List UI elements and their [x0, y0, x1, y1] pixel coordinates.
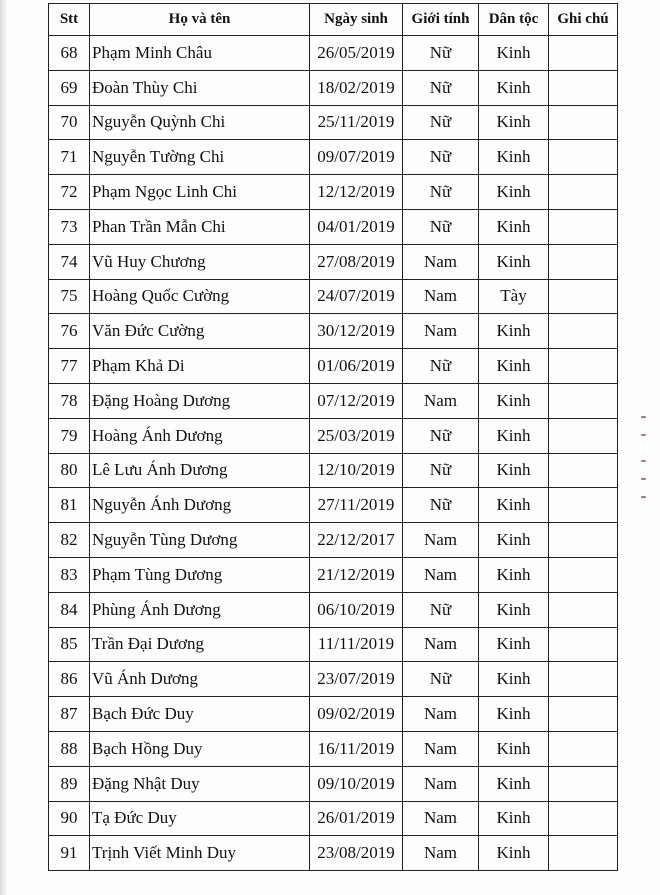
cell-name: Phan Trần Mẫn Chi: [90, 209, 310, 244]
cell-gender: Nam: [403, 383, 479, 418]
cell-stt: 89: [49, 766, 90, 801]
cell-note: [549, 175, 618, 210]
header-name: Họ và tên: [90, 4, 310, 36]
cell-note: [549, 244, 618, 279]
cell-gender: Nữ: [403, 70, 479, 105]
cell-dob: 21/12/2019: [310, 557, 403, 592]
cell-stt: 68: [49, 36, 90, 71]
cell-name: Nguyễn Quỳnh Chi: [90, 105, 310, 140]
cell-ethnicity: Kinh: [479, 766, 549, 801]
cell-gender: Nữ: [403, 140, 479, 175]
cell-gender: Nữ: [403, 36, 479, 71]
cell-dob: 26/05/2019: [310, 36, 403, 71]
cell-name: Vũ Huy Chương: [90, 244, 310, 279]
cell-name: Bạch Hồng Duy: [90, 731, 310, 766]
cell-ethnicity: Kinh: [479, 36, 549, 71]
cell-dob: 04/01/2019: [310, 209, 403, 244]
cell-dob: 16/11/2019: [310, 731, 403, 766]
cell-gender: Nữ: [403, 418, 479, 453]
cell-dob: 27/11/2019: [310, 488, 403, 523]
stamp-mark: [641, 434, 646, 436]
stamp-mark: [641, 478, 646, 480]
cell-ethnicity: Kinh: [479, 731, 549, 766]
cell-name: Trần Đại Dương: [90, 627, 310, 662]
header-ethnicity: Dân tộc: [479, 4, 549, 36]
cell-stt: 78: [49, 383, 90, 418]
table-header: [49, 4, 618, 36]
cell-name: Đặng Nhật Duy: [90, 766, 310, 801]
table-row: [49, 175, 618, 210]
cell-stt: 87: [49, 697, 90, 732]
cell-name: Phạm Tùng Dương: [90, 557, 310, 592]
cell-note: [549, 697, 618, 732]
cell-ethnicity: Kinh: [479, 662, 549, 697]
cell-gender: Nữ: [403, 453, 479, 488]
cell-gender: Nam: [403, 314, 479, 349]
cell-dob: 09/10/2019: [310, 766, 403, 801]
table-row: [49, 523, 618, 558]
table-row: [49, 453, 618, 488]
cell-note: [549, 140, 618, 175]
cell-dob: 18/02/2019: [310, 70, 403, 105]
cell-ethnicity: Kinh: [479, 488, 549, 523]
table-row: [49, 105, 618, 140]
table-row: [49, 557, 618, 592]
cell-gender: Nữ: [403, 592, 479, 627]
cell-stt: 79: [49, 418, 90, 453]
cell-ethnicity: Kinh: [479, 627, 549, 662]
cell-dob: 09/07/2019: [310, 140, 403, 175]
cell-stt: 74: [49, 244, 90, 279]
cell-note: [549, 801, 618, 836]
cell-gender: Nam: [403, 523, 479, 558]
cell-ethnicity: Kinh: [479, 836, 549, 871]
cell-stt: 81: [49, 488, 90, 523]
cell-ethnicity: Kinh: [479, 523, 549, 558]
cell-name: Nguyễn Ánh Dương: [90, 488, 310, 523]
cell-ethnicity: Tày: [479, 279, 549, 314]
header-dob: Ngày sinh: [310, 4, 403, 36]
cell-dob: 25/11/2019: [310, 105, 403, 140]
cell-stt: 83: [49, 557, 90, 592]
cell-gender: Nam: [403, 279, 479, 314]
cell-name: Hoàng Ánh Dương: [90, 418, 310, 453]
cell-stt: 71: [49, 140, 90, 175]
table-body: [49, 36, 618, 871]
header-row: [49, 4, 618, 36]
cell-gender: Nam: [403, 801, 479, 836]
cell-note: [549, 209, 618, 244]
cell-name: Tạ Đức Duy: [90, 801, 310, 836]
cell-stt: 73: [49, 209, 90, 244]
scan-edge-shadow: [0, 0, 8, 895]
table-row: [49, 836, 618, 871]
cell-dob: 24/07/2019: [310, 279, 403, 314]
cell-dob: 25/03/2019: [310, 418, 403, 453]
table-row: [49, 279, 618, 314]
cell-dob: 12/10/2019: [310, 453, 403, 488]
cell-gender: Nữ: [403, 175, 479, 210]
cell-ethnicity: Kinh: [479, 70, 549, 105]
header-stt: Stt: [49, 4, 90, 36]
cell-name: Nguyễn Tùng Dương: [90, 523, 310, 558]
cell-ethnicity: Kinh: [479, 105, 549, 140]
stamp-mark: [641, 496, 646, 498]
cell-name: Đoàn Thùy Chi: [90, 70, 310, 105]
table-row: [49, 36, 618, 71]
cell-name: Phạm Khả Di: [90, 349, 310, 384]
cell-note: [549, 488, 618, 523]
cell-name: Vũ Ánh Dương: [90, 662, 310, 697]
header-note: Ghi chú: [549, 4, 618, 36]
table-row: [49, 662, 618, 697]
cell-dob: 06/10/2019: [310, 592, 403, 627]
cell-ethnicity: Kinh: [479, 697, 549, 732]
cell-stt: 84: [49, 592, 90, 627]
cell-note: [549, 627, 618, 662]
cell-ethnicity: Kinh: [479, 383, 549, 418]
cell-stt: 91: [49, 836, 90, 871]
cell-dob: 30/12/2019: [310, 314, 403, 349]
table-row: [49, 349, 618, 384]
cell-ethnicity: Kinh: [479, 244, 549, 279]
cell-gender: Nữ: [403, 349, 479, 384]
cell-stt: 72: [49, 175, 90, 210]
cell-name: Nguyễn Tường Chi: [90, 140, 310, 175]
cell-name: Văn Đức Cường: [90, 314, 310, 349]
cell-note: [549, 557, 618, 592]
cell-gender: Nam: [403, 557, 479, 592]
cell-stt: 85: [49, 627, 90, 662]
table-row: [49, 766, 618, 801]
cell-gender: Nam: [403, 697, 479, 732]
cell-note: [549, 349, 618, 384]
cell-dob: 23/08/2019: [310, 836, 403, 871]
cell-gender: Nam: [403, 731, 479, 766]
cell-note: [549, 662, 618, 697]
cell-stt: 69: [49, 70, 90, 105]
cell-dob: 22/12/2017: [310, 523, 403, 558]
cell-name: Bạch Đức Duy: [90, 697, 310, 732]
table-row: [49, 244, 618, 279]
cell-gender: Nam: [403, 244, 479, 279]
cell-ethnicity: Kinh: [479, 140, 549, 175]
table-row: [49, 801, 618, 836]
cell-note: [549, 731, 618, 766]
cell-gender: Nữ: [403, 488, 479, 523]
cell-gender: Nữ: [403, 209, 479, 244]
table-row: [49, 140, 618, 175]
table-row: [49, 383, 618, 418]
cell-name: Hoàng Quốc Cường: [90, 279, 310, 314]
cell-dob: 23/07/2019: [310, 662, 403, 697]
cell-gender: Nam: [403, 627, 479, 662]
cell-ethnicity: Kinh: [479, 175, 549, 210]
cell-ethnicity: Kinh: [479, 314, 549, 349]
cell-ethnicity: Kinh: [479, 557, 549, 592]
stamp-mark: [641, 460, 646, 462]
cell-gender: Nữ: [403, 105, 479, 140]
cell-note: [549, 314, 618, 349]
cell-stt: 70: [49, 105, 90, 140]
red-stamp-marks: [641, 412, 651, 512]
cell-ethnicity: Kinh: [479, 801, 549, 836]
cell-gender: Nam: [403, 766, 479, 801]
cell-note: [549, 36, 618, 71]
cell-note: [549, 70, 618, 105]
cell-stt: 77: [49, 349, 90, 384]
cell-note: [549, 592, 618, 627]
cell-note: [549, 418, 618, 453]
cell-dob: 11/11/2019: [310, 627, 403, 662]
cell-stt: 75: [49, 279, 90, 314]
cell-gender: Nữ: [403, 662, 479, 697]
cell-name: Phạm Minh Châu: [90, 36, 310, 71]
table-row: [49, 209, 618, 244]
cell-dob: 26/01/2019: [310, 801, 403, 836]
cell-dob: 01/06/2019: [310, 349, 403, 384]
cell-gender: Nam: [403, 836, 479, 871]
table-row: [49, 418, 618, 453]
cell-note: [549, 383, 618, 418]
cell-note: [549, 766, 618, 801]
table-row: [49, 70, 618, 105]
stamp-mark: [641, 416, 646, 418]
cell-note: [549, 279, 618, 314]
cell-ethnicity: Kinh: [479, 592, 549, 627]
cell-stt: 90: [49, 801, 90, 836]
cell-stt: 88: [49, 731, 90, 766]
cell-dob: 07/12/2019: [310, 383, 403, 418]
cell-ethnicity: Kinh: [479, 349, 549, 384]
cell-name: Lê Lưu Ánh Dương: [90, 453, 310, 488]
cell-dob: 09/02/2019: [310, 697, 403, 732]
cell-name: Phạm Ngọc Linh Chi: [90, 175, 310, 210]
cell-name: Phùng Ánh Dương: [90, 592, 310, 627]
table-row: [49, 697, 618, 732]
table-row: [49, 314, 618, 349]
header-gender: Giới tính: [403, 4, 479, 36]
cell-stt: 76: [49, 314, 90, 349]
table-row: [49, 731, 618, 766]
cell-ethnicity: Kinh: [479, 453, 549, 488]
cell-ethnicity: Kinh: [479, 209, 549, 244]
table-row: [49, 488, 618, 523]
table-row: [49, 627, 618, 662]
cell-name: Trịnh Viết Minh Duy: [90, 836, 310, 871]
cell-note: [549, 105, 618, 140]
cell-dob: 27/08/2019: [310, 244, 403, 279]
cell-stt: 86: [49, 662, 90, 697]
cell-stt: 80: [49, 453, 90, 488]
table-row: [49, 592, 618, 627]
cell-note: [549, 453, 618, 488]
student-list-table: [48, 3, 618, 871]
cell-name: Đặng Hoàng Dương: [90, 383, 310, 418]
cell-note: [549, 523, 618, 558]
cell-note: [549, 836, 618, 871]
cell-dob: 12/12/2019: [310, 175, 403, 210]
cell-ethnicity: Kinh: [479, 418, 549, 453]
cell-stt: 82: [49, 523, 90, 558]
